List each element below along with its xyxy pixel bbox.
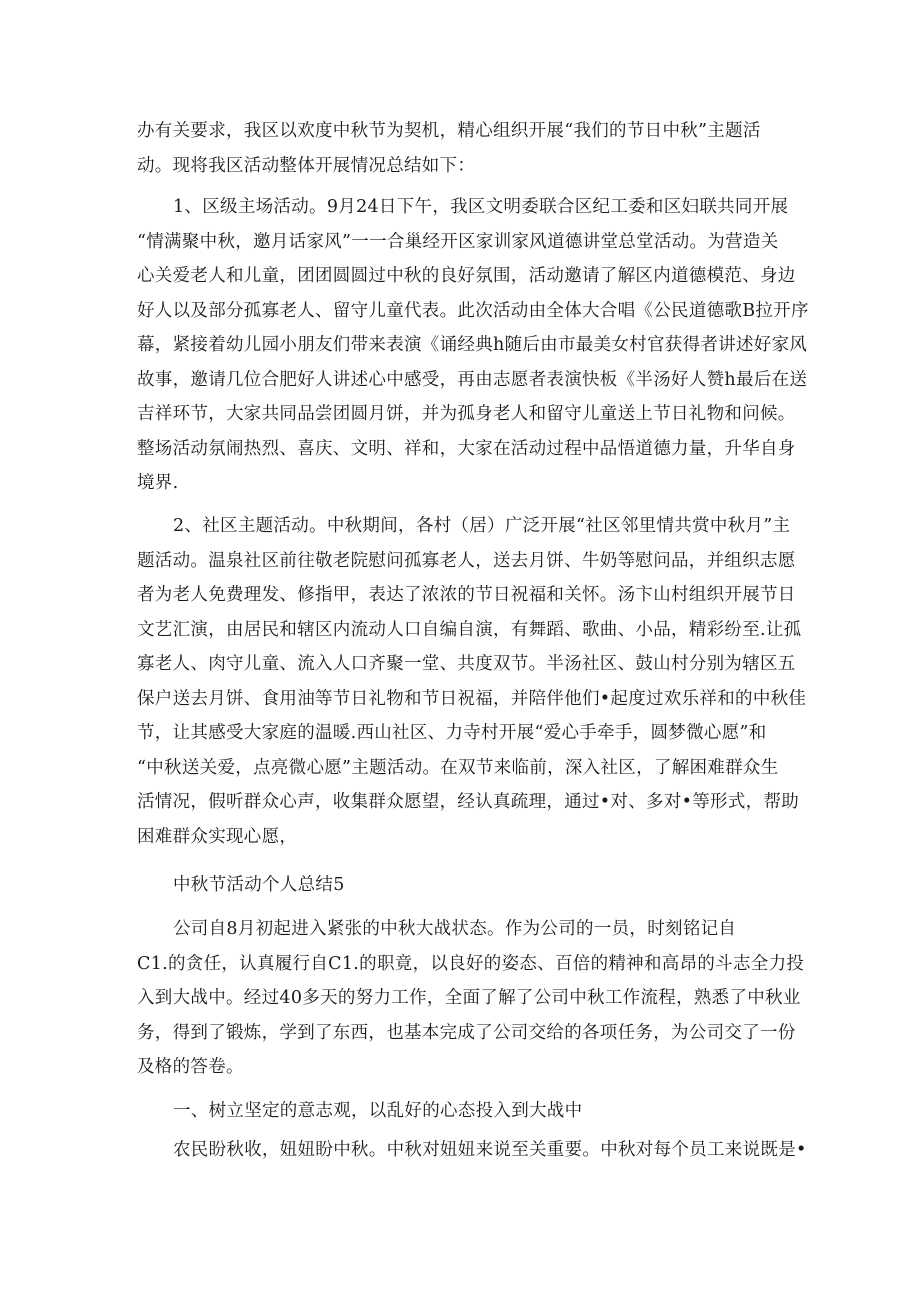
text-line: 心关爱老人和儿童，团团圆圆过中秋的良好氛围，活动邀请了解区内道德模范、身边 [137, 266, 796, 286]
text-line: 寡老人、肉守儿童、流入人口齐聚一堂、共度双节。半汤社区、鼓山村分别为辖区五 [137, 654, 796, 674]
paragraph-intro [137, 114, 787, 183]
text-line: 动。现将我区活动整体开展情况总结如下： [137, 155, 476, 176]
text-line: “情满聚中秋，邀月话家风”一一合巢经开区家训家风道德讲堂总堂活动。为营造关 [137, 231, 779, 252]
heading-line: 一、树立坚定的意志观，以乱好的心态投入到大战中 [173, 1101, 583, 1121]
heading-line: 中秋节活动个人总结5 [173, 875, 345, 895]
text-line: 整场活动氛闹热烈、喜庆、文明、祥和，大家在活动过程中品悟道德力量，升华自身 [137, 438, 796, 459]
paragraph-personal-summary [137, 912, 805, 1085]
text-line: 节，让其感受大家庭的温暖.西山社区、力寺村开展“爱心手牵手，圆梦微心愿”和 [137, 723, 767, 743]
section-heading [137, 868, 787, 903]
paragraph-community-activity [137, 509, 807, 854]
text-line: 公司自8月初起进入紧张的中秋大战状态。作为公司的一员，时刻铭记自 [173, 919, 737, 939]
text-line: 题活动。温泉社区前往敬老院慰问孤寡老人，送去月饼、牛奶等慰问品，并组织志愿 [137, 550, 796, 571]
subsection-heading [137, 1094, 787, 1129]
text-line: 保户送去月饼、食用油等节日礼物和节日祝福，并陪伴他们•起度过欢乐祥和的中秋佳 [137, 688, 807, 709]
text-line: “中秋送关爱，点亮微心愿”主题活动。在双节来临前，深入社区，了解困难群众生 [137, 757, 779, 778]
text-line: 者为老人免费理发、修指甲，表达了浓浓的节日祝福和关怀。汤卞山村组织开展节日 [137, 585, 796, 605]
paragraph-closing [137, 1133, 807, 1168]
text-line: 2、社区主题活动。中秋期间，各村（居）广泛开展“社区邻里情共赏中秋月”主 [173, 516, 791, 536]
text-line: 境界. [137, 473, 179, 493]
text-line: 入到大战中。经过40多天的努力工作，全面了解了公司中秋工作流程，熟悉了中秋业 [137, 988, 801, 1008]
text-line: 及格的答卷。 [137, 1057, 244, 1077]
text-line: 文艺汇演，由居民和辖区内流动人口自编自演，有舞蹈、歌曲、小品，精彩纷至.让孤 [137, 619, 802, 640]
text-line: 活情况，假听群众心声，收集群众愿望，经认真疏理，通过•对、多对•等形式，帮助 [137, 792, 800, 812]
text-line: 办有关要求，我区以欢度中秋节为契机，精心组织开展“我们的节日中秋”主题活 [137, 121, 761, 141]
text-line: 务，得到了锻炼，学到了东西，也基本完成了公司交给的各项任务，为公司交了一份 [137, 1022, 796, 1043]
text-line: 农民盼秋收，妞妞盼中秋。中秋对妞妞来说至关重要。中秋对每个员工来说既是• [173, 1140, 807, 1160]
text-line: 好人以及部分孤寡老人、留守儿童代表。此次活动由全体大合唱《公民道德歌B拉开序 [137, 300, 809, 321]
text-line: 故事，邀请几位合肥好人讲述心中感受，再由志愿者表演快板《半汤好人赞h最后在送 [137, 369, 808, 390]
paragraph-district-activity [137, 190, 809, 501]
text-line: 吉祥环节，大家共同品尝团圆月饼，并为孤身老人和留守儿童送上节日礼物和问候。 [137, 404, 796, 424]
text-line: 1、区级主场活动。9月24日下午，我区文明委联合区纪工委和区妇联共同开展 [173, 197, 789, 217]
text-line: 困难群众实现心愿， [137, 826, 298, 847]
text-line: 幕，紧接着幼儿园小朋友们带来表演《诵经典h随后由市最美女村官获得者讲述好家风 [137, 335, 808, 355]
text-line: C1.的贪任，认真履行自C1.的职竟，以良好的姿态、百倍的精神和高昂的斗志全力投 [137, 953, 805, 974]
